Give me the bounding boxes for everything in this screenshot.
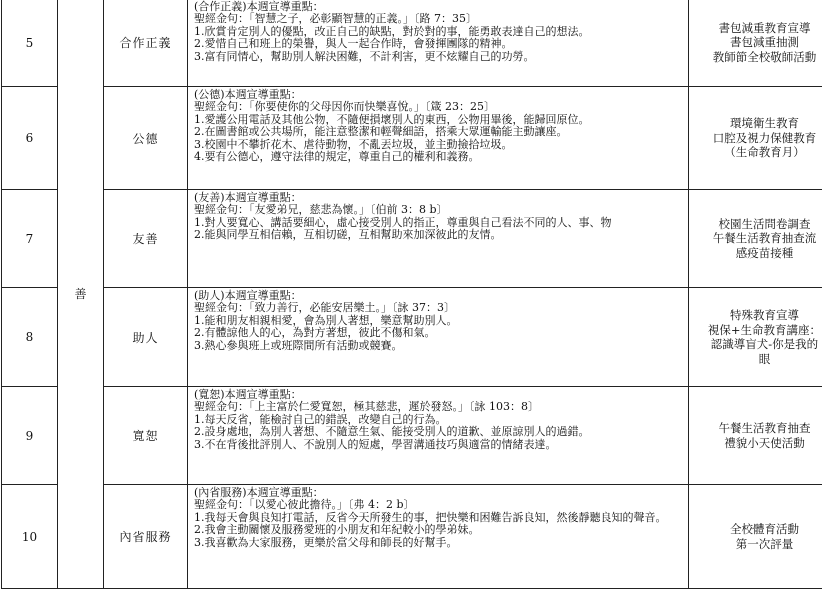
content-point: 2.愛惜自己和班上的榮譽，與人一起合作時，會發揮團隊的精神。 [194, 38, 684, 50]
bible-verse: 聖經金句：「你要使你的父母因你而快樂喜悅。」〔箴 23：25〕 [194, 101, 684, 113]
activity-cell [689, 190, 822, 288]
activity-item: 感疫苗接種 [693, 246, 822, 261]
content-point: 1.欣賞肯定別人的優點，改正自己的缺點，對於對的事，能勇敢表達自己的想法。 [194, 26, 684, 38]
content-heading: (合作正義)本週宣導重點： [194, 1, 684, 13]
activity-item: 禮貌小天使活動 [693, 436, 822, 451]
theme-cell: 寬恕 [104, 387, 188, 485]
weekly-education-schedule [1, 0, 822, 589]
activity-cell [689, 0, 822, 87]
table-row [2, 0, 822, 87]
week-number-cell: 8 [2, 288, 58, 387]
activity-cell [689, 387, 822, 485]
content-heading: (友善)本週宣導重點： [194, 192, 684, 204]
activity-cell [689, 288, 822, 387]
table-row [2, 485, 822, 589]
week-number-cell: 6 [2, 87, 58, 190]
table-row [2, 288, 822, 387]
promotion-content-cell [188, 485, 689, 589]
theme-cell: 公德 [104, 87, 188, 190]
activity-item: 書包減重抽測 [693, 35, 822, 50]
content-heading: (寬恕)本週宣導重點： [194, 389, 684, 401]
promotion-content-cell [188, 288, 689, 387]
virtue-cell: 善 [58, 0, 104, 589]
content-point: 2.我會主動關懷及服務愛班的小朋友和年紀較小的學弟妹。 [194, 524, 684, 536]
content-point: 2.在圖書館或公共場所，能注意整潔和輕聲細語，搭乘大眾運輸能主動讓座。 [194, 126, 684, 138]
content-point: 1.我每天會與良知打電話，反省今天所發生的事，把快樂和困難告訴良知，然後靜聽良知的聲音。 [194, 512, 684, 524]
promotion-content-cell [188, 0, 689, 87]
bible-verse: 聖經金句：「智慧之子，必彰顯智慧的正義。」〔路 7：35〕 [194, 13, 684, 25]
content-point: 2.設身處地，為別人著想、不隨意生氣、能接受別人的道歉、並原諒別人的過錯。 [194, 426, 684, 438]
activity-item: 午餐生活教育抽查 [693, 421, 822, 436]
activity-item: 視保+生命教育講座： [693, 323, 822, 338]
content-point: 3.不在背後批評別人、不說別人的短處，學習溝通技巧與適當的情緒表達。 [194, 439, 684, 451]
content-point: 4.要有公德心，遵守法律的規定，尊重自己的權利和義務。 [194, 151, 684, 163]
content-point: 3.我喜歡為大家服務，更樂於當父母和師長的好幫手。 [194, 537, 684, 549]
activity-item: 特殊教育宣導 [693, 308, 822, 323]
week-number-cell: 5 [2, 0, 58, 87]
activity-item: 認識導盲犬-你是我的 [693, 337, 822, 352]
promotion-content-cell [188, 190, 689, 288]
activity-item: 書包減重教育宣導 [693, 21, 822, 36]
activity-item: （生命教育月） [693, 145, 822, 160]
bible-verse: 聖經金句：「上主富於仁愛寬恕，極其慈悲，遲於發怒。」〔詠 103：8〕 [194, 401, 684, 413]
activity-item: 全校體育活動 [693, 522, 822, 537]
activity-item: 眼 [693, 352, 822, 367]
activity-item: 口腔及視力保健教育 [693, 131, 822, 146]
content-point: 1.對人要寬心、講話要細心，虛心接受別人的指正，尊重與自己看法不同的人、事、物 [194, 217, 684, 229]
content-heading: (內省服務)本週宣導重點： [194, 487, 684, 499]
bible-verse: 聖經金句：「以愛心彼此擔待。」〔弗 4：2 b〕 [194, 499, 684, 511]
week-number-cell: 10 [2, 485, 58, 589]
theme-cell: 助人 [104, 288, 188, 387]
content-point: 2.能與同學互相信賴，互相切磋，互相幫助來加深彼此的友情。 [194, 229, 684, 241]
activity-item: 第一次評量 [693, 537, 822, 552]
content-point: 2.有體諒他人的心，為對方著想，彼此不傷和氣。 [194, 327, 684, 339]
week-number-cell: 7 [2, 190, 58, 288]
activity-item: 午餐生活教育抽查流 [693, 231, 822, 246]
week-number-cell: 9 [2, 387, 58, 485]
activity-cell [689, 87, 822, 190]
table-row [2, 190, 822, 288]
table-row [2, 87, 822, 190]
promotion-content-cell [188, 387, 689, 485]
content-point: 1.能和朋友相親相愛，會為別人著想，樂意幫助別人。 [194, 315, 684, 327]
bible-verse: 聖經金句：「友愛弟兄，慈悲為懷。」〔伯前 3：8 b〕 [194, 204, 684, 216]
table-row [2, 387, 822, 485]
content-point: 3.校園中不攀折花木、虐待動物，不亂丟垃圾，並主動撿拾垃圾。 [194, 139, 684, 151]
theme-cell: 友善 [104, 190, 188, 288]
theme-cell: 內省服務 [104, 485, 188, 589]
content-heading: (公德)本週宣導重點： [194, 89, 684, 101]
content-point: 3.富有同情心，幫助別人解決困難，不計利害，更不炫耀自己的功勞。 [194, 51, 684, 63]
activity-item: 校園生活問卷調查 [693, 217, 822, 232]
schedule-body [2, 0, 822, 589]
bible-verse: 聖經金句：「致力善行，必能安居樂土。」〔詠 37：3〕 [194, 302, 684, 314]
content-point: 1.愛護公用電話及其他公物，不隨便損壞別人的東西，公物用畢後，能歸回原位。 [194, 114, 684, 126]
theme-cell: 合作正義 [104, 0, 188, 87]
activity-cell [689, 485, 822, 589]
activity-item: 環境衛生教育 [693, 116, 822, 131]
content-point: 1.每天反省，能檢討自己的錯誤，改變自己的行為。 [194, 414, 684, 426]
content-point: 3.熱心參與班上或班際間所有活動或競賽。 [194, 340, 684, 352]
activity-item: 教師節全校敬師活動 [693, 50, 822, 65]
content-heading: (助人)本週宣導重點： [194, 290, 684, 302]
promotion-content-cell [188, 87, 689, 190]
